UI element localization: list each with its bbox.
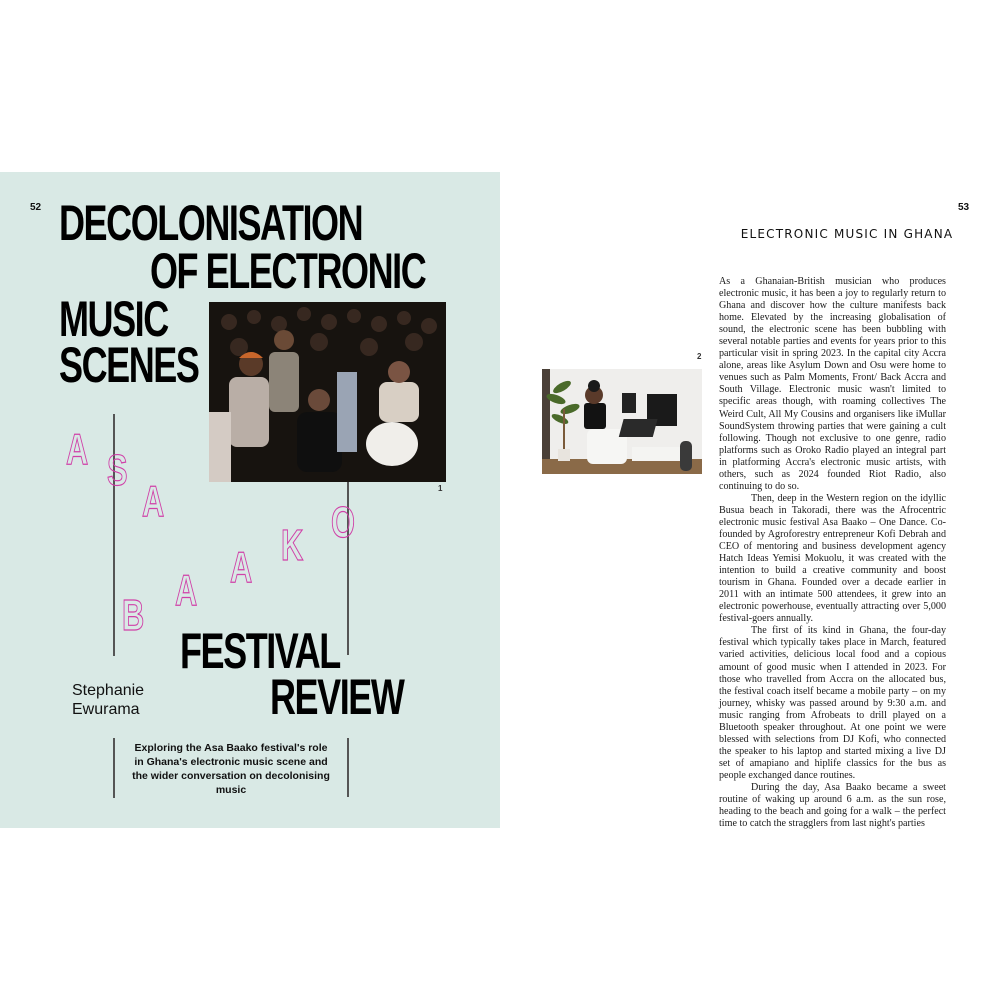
subheadline-line-1: FESTIVAL <box>180 623 340 679</box>
author-byline <box>72 681 144 719</box>
page-number-left: 52 <box>30 202 42 213</box>
article-body <box>719 276 946 830</box>
festival-letter-o: O <box>331 498 355 547</box>
festival-letter-a-1: A <box>66 425 89 474</box>
page-number-right: 53 <box>958 202 970 213</box>
festival-letter-b: B <box>122 591 145 640</box>
headline-line-4: SCENES <box>59 337 199 393</box>
body-paragraph-3: The first of its kind in Ghana, the four-day festival which typically takes place in March, featured varied activities, delicious local food and a copious amount of good music when I attended in 2023. For those who travelled from Accra on the allocated bus, the festival coach itself became a mobile party – on my journey, whisky was passed around by 9:30 a.m. and music ranging from Afrobeats to drill played on a Bluetooth speaker throughout. At one point we were blessed with selections from DJ Kofi, who connected the speaker to his laptop and started mixing a live DJ set of amapiano and hiplife classics for the bus as people exchanged dance routines. <box>719 625 946 781</box>
vertical-rule-right-lower <box>347 738 349 797</box>
studio-photo-illustration <box>542 369 702 474</box>
festival-letter-k: K <box>281 521 304 570</box>
photo-caption-number-2: 2 <box>697 352 702 361</box>
standfirst: Exploring the Asa Baako festival's role in Ghana's electronic music scene and the wider conversation on decolonising music <box>132 742 330 796</box>
vertical-rule-left-lower <box>113 738 115 798</box>
crowd-photo-illustration <box>209 302 446 482</box>
photo-caption-number-1: 1 <box>438 484 443 493</box>
author-first-name: Stephanie <box>72 682 145 699</box>
body-paragraph-2: Then, deep in the Western region on the idyllic Busua beach in Takoradi, there was the Afrocentric electronic music festival Asa Baako – One Dance. Co-founded by Agroforestry entrepreneur Kofi Debrah and CEO of mentoring and business development agency Hatch Ideas Yemisi Mokuolu, it was created with the intention to build a creative community and boost tourism in Ghana. Founded over a decade earlier in 2011 with an intimate 500 attendees, it grew into an electronic powerhouse, eventually attracting over 5,000 festival-goers annually. <box>719 492 946 625</box>
section-title: ELECTRONIC MUSIC IN GHANA <box>740 227 954 241</box>
festival-letter-a-4: A <box>230 543 253 592</box>
headline-line-2: OF ELECTRONIC <box>150 243 426 299</box>
author-last-name: Ewurama <box>72 701 140 718</box>
body-paragraph-1: As a Ghanaian-British musician who produces electronic music, it has been a joy to regularly return to Ghana and discover how the culture manifests back home. Elevated by the increasing globalisation of sound, the electronic scene has been bubbling with several notable parties and events for years prior to this particular visit in spring 2023. In the capital city Accra alone, areas like Asylum Down and Osu were home to venues such as Palm Moments, Front/ Back Accra and South Village. Electronic music wasn't limited to specific areas though, with roaming collectives The Weird Cult, All My Cousins and organisers like iMullar SoundSystem throwing parties that were gaining a cult following. Though not exclusive to one genre, radio platforms such as Oroko Radio played an integral part in platforming Accra's electronic music artists, with others, such as 2024 founded Riot Radio, also continuing to do so. <box>719 276 946 492</box>
headline-line-1: DECOLONISATION <box>59 195 363 251</box>
subheadline-line-2: REVIEW <box>270 669 404 725</box>
festival-letter-a-2: A <box>142 477 165 526</box>
headline-line-3: MUSIC <box>59 291 168 347</box>
festival-letter-a-3: A <box>175 566 198 615</box>
studio-photo <box>542 369 702 474</box>
festival-letter-s: S <box>107 446 128 495</box>
crowd-photo <box>209 302 446 482</box>
body-paragraph-4: During the day, Asa Baako became a sweet routine of waking up around 6 a.m. as the sun rose, heading to the beach and going for a walk – the perfect time to catch the stragglers from last night's parties <box>719 781 946 830</box>
